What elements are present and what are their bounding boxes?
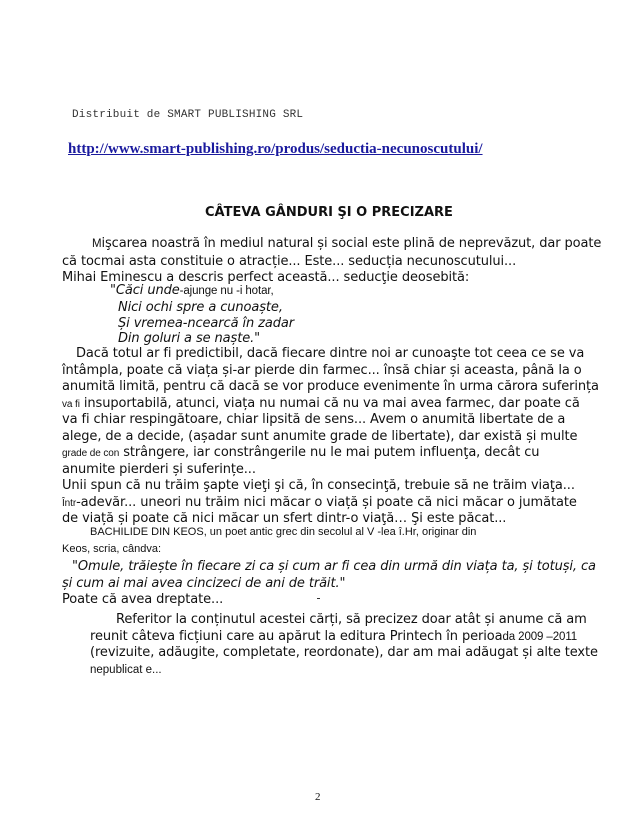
text-span: reunit câteva ficțiuni care au apărut la editura Printech în perioa <box>90 629 503 644</box>
paragraph-line <box>90 629 577 644</box>
paragraph-line: va fi chiar respingătoare, chiar lipsită de sens... Avem o anumită libertate de a <box>62 412 566 427</box>
paragraph-line: Poate că avea dreptate... <box>62 592 224 607</box>
poem-line: Din goluri a se naște." <box>118 331 261 346</box>
paragraph-line: că tocmai asta constituie o atracție... Este... seducția necunoscutului... <box>62 254 517 269</box>
paragraph-line: Mihai Eminescu a descris perfect această... seducţie deosebită: <box>62 270 470 285</box>
paragraph-line <box>62 495 577 510</box>
paragraph-line: BACHILIDE DIN KEOS, un poet antic grec din secolul al V -lea î.Hr, originar din <box>90 526 477 538</box>
paragraph-line: întâmpla, poate că viața și-ar pierde din farmec... însă chiar și aceasta, până la o <box>62 363 582 378</box>
paragraph-line <box>62 445 539 460</box>
paragraph-line: alege, de a decide, (așadar sunt anumite grade de libertate), dar există și multe <box>62 429 578 444</box>
paragraph-line: anumită limită, pentru că dacă se vor produce evenimente în urma cărora suferința <box>62 379 599 394</box>
poem-line: Nici ochi spre a cunoaște, <box>118 300 283 315</box>
paragraph-line: (revizuite, adăugite, completate, reordonate), dar am mai adăugat și alte texte <box>90 645 598 660</box>
poem-italic-span: Căci unde <box>115 283 180 298</box>
paragraph-line: Referitor la conținutul acestei cărți, să precizez doar atât și anume că am <box>116 612 587 627</box>
small-text-span: Într <box>62 498 77 509</box>
section-title: CÂTEVA GÂNDURI ŞI O PRECIZARE <box>205 205 453 220</box>
quote-mark: " <box>110 283 116 298</box>
small-text-span: da 2009 –2011 <box>502 631 578 643</box>
poem-small-span: -ajunge nu -i hotar, <box>179 285 274 297</box>
paragraph-line: de viață și poate că nici măcar un sfert dintr-o viaţă… Şi este păcat... <box>62 511 507 526</box>
separator-mark <box>317 598 320 599</box>
text-span: -adevăr... uneori nu trăim nici măcar o viață și poate că nici măcar o jumătate <box>76 495 577 510</box>
paragraph-line <box>92 236 601 251</box>
distributor-line: Distribuit de SMART PUBLISHING SRL <box>72 109 304 121</box>
poem-line: Și vremea-ncearcă în zadar <box>118 316 295 331</box>
paragraph-line: Unii spun că nu trăim şapte vieţi şi că, în consecinţă, trebuie să ne trăim viaţa... <box>62 478 575 493</box>
poem-line <box>110 283 274 298</box>
text-span: insuportabilă, atunci, viața nu numai că nu va mai avea farmec, dar poate că <box>83 396 580 411</box>
paragraph-line: Dacă totul ar fi predictibil, dacă fiecare dintre noi ar cunoaşte tot ceea ce se va <box>76 346 585 361</box>
drop-initial: M <box>92 238 102 250</box>
paragraph-line: Keos, scria, cândva: <box>62 543 162 555</box>
text-span: işcarea noastră în mediul natural și social este plină de neprevăzut, dar poate <box>101 236 602 251</box>
quote-line: "Omule, trăiește în fiecare zi ca și cum ar fi cea din urmă din viața ta, și totuși, ca <box>72 559 596 574</box>
small-text-span: va fi <box>62 399 80 410</box>
paragraph-line: nepublicat e... <box>90 664 162 676</box>
product-url-link[interactable]: http://www.smart-publishing.ro/produs/seductia-necunoscutului/ <box>68 141 483 157</box>
page-number: 2 <box>315 791 321 803</box>
small-text-span: grade de con <box>62 448 120 459</box>
paragraph-line <box>62 396 580 411</box>
paragraph-line: anumite pierderi și suferințe... <box>62 462 256 477</box>
quote-line: și cum ai mai avea cincizeci de ani de trăit." <box>62 576 346 591</box>
text-span: strângere, iar constrângerile nu le mai putem influenţa, decât cu <box>123 445 540 460</box>
